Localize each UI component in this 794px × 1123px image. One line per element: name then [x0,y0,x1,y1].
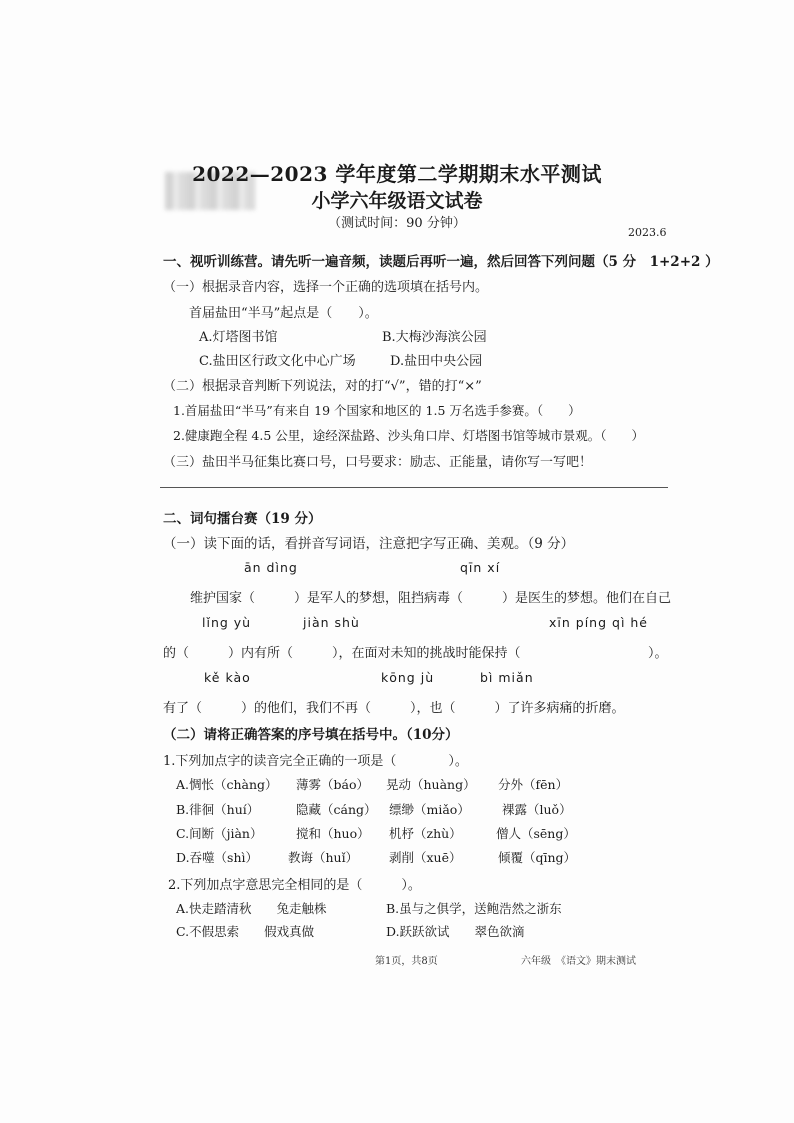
pinyin-xin-ping-qi-he: xīn píng qì hé [549,615,648,630]
pinyin-kong-ju: kōng jù [381,670,435,685]
q1-option-a-4: 分外（fēn） [498,777,569,792]
sentence-line-3: 有了（ ）的他们，我们不再（ ），也（ ）了许多病痛的折磨。 [163,701,625,716]
q1-option-b-3: 缥缈（miǎo） [389,802,470,817]
q1-option-b-4: 裸露（luǒ） [502,802,572,817]
pinyin-bi-mian: bì miǎn [480,670,534,685]
q1-option-b-1: B.徘徊（huí） [176,802,260,817]
option-d: D.盐田中央公园 [390,354,483,369]
part1-s2-heading: （二）根据录音判断下列说法，对的打“√”，错的打“×” [163,379,482,394]
pinyin-an-ding: ān dìng [244,560,298,575]
exam-title: 2022—2023 学年度第二学期期末水平测试 [192,162,602,186]
pinyin-qin-xi: qīn xí [460,560,501,575]
q1-option-d-4: 倾覆（qīng） [498,850,577,865]
q2-option-a: A.快走踏清秋 兔走触株 [176,901,327,916]
q1-option-d-3: 剥削（xuē） [389,850,462,865]
q1-option-b-2: 隐藏（cáng） [296,802,377,817]
q1-option-c-3: 机杼（zhù） [389,826,462,841]
part2-s2-heading: （二）请将正确答案的序号填在括号中。（10分） [163,727,459,743]
q1-option-c-4: 僧人（sēng） [496,826,576,841]
option-a: A.灯塔图书馆 [199,330,278,345]
question-2: 2.下列加点字意思完全相同的是（ ）。 [168,878,421,893]
page-number: 第1页，共8页 [375,956,438,967]
part1-s2-item-1: 1.首届盐田“半马”有来自 19 个国家和地区的 1.5 万名选手参赛。（ ） [173,403,581,418]
option-b: B.大梅沙海滨公园 [382,330,487,345]
sentence-line-2-end: ）。 [648,646,668,661]
exam-duration: （测试时间：90 分钟） [328,216,466,231]
q1-option-a-2: 薄雾（báo） [296,777,369,792]
part1-heading: 一、视听训练营。请先听一遍音频，读题后再听一遍，然后回答下列问题（5 分 1+2+2 ） [163,254,719,270]
part1-s1-heading: （一）根据录音内容，选择一个正确的选项填在括号内。 [163,280,489,295]
q1-option-c-1: C.间断（jiàn） [176,826,263,841]
part2-s1-heading: （一）读下面的话，看拼音写词语，注意把字写正确、美观。（9 分） [163,536,575,552]
section-divider [160,487,668,488]
q1-option-d-2: 教诲（huǐ） [288,850,359,865]
part1-s2-item-2: 2.健康跑全程 4.5 公里，途经深盐路、沙头角口岸、灯塔图书馆等城市景观。（ ） [173,428,645,443]
q2-option-d: D.跃跃欲试 翠色欲滴 [386,924,525,939]
exam-subtitle: 小学六年级语文试卷 [311,190,483,212]
q1-option-a-1: A.惆怅（chàng） [176,777,278,792]
part1-s3: （三）盐田半马征集比赛口号，口号要求：励志、正能量，请你写一写吧！ [163,455,593,470]
q1-option-d-1: D.吞噬（shì） [176,850,259,865]
q2-option-b: B.虽与之俱学，送鲍浩然之浙东 [386,901,562,916]
exam-date: 2023.6 [628,226,667,239]
footer-course: 六年级 《语文》期末测试 [521,956,636,967]
part1-s1-question: 首届盐田“半马”起点是（ ）。 [189,306,378,321]
sentence-line-2: 的（ ）内有所（ ），在面对未知的挑战时能保持（ [163,646,521,661]
option-c: C.盐田区行政文化中心广场 [199,354,356,369]
pinyin-ling-yu: lǐng yù [202,615,252,630]
q1-option-c-2: 搅和（huo） [296,826,370,841]
question-1: 1.下列加点字的读音完全正确的一项是（ ）。 [163,754,468,769]
pinyin-jian-shu: jiàn shù [303,615,360,630]
sentence-line-1: 维护国家（ ）是军人的梦想，阻挡病毒（ ）是医生的梦想。他们在自己 [190,591,672,606]
part2-heading: 二、词句擂台赛（19 分） [163,511,322,527]
q2-option-c: C.不假思索 假戏真做 [176,924,315,939]
pinyin-ke-kao: kě kào [204,670,251,685]
q1-option-a-3: 晃动（huàng） [386,777,476,792]
